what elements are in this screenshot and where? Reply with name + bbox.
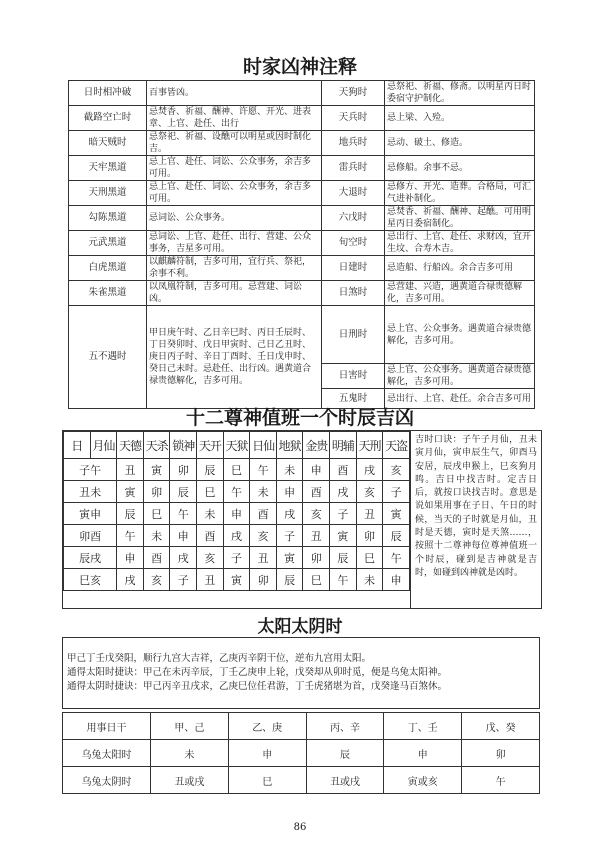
hour-cell: 巳 (228, 767, 306, 794)
table-header-row (63, 713, 540, 740)
twelve-deities-table (63, 431, 410, 591)
column-header: 丁、壬 (384, 713, 462, 740)
table-row (64, 547, 410, 569)
table-row (64, 459, 410, 481)
hour-branch-cell: 酉 (143, 547, 170, 569)
hour-branch-cell: 丑 (303, 525, 330, 547)
table-header-row (64, 432, 410, 459)
hour-branch-cell: 午 (330, 569, 357, 591)
column-header: 丙、辛 (306, 713, 384, 740)
hour-cell: 丑或戌 (306, 767, 384, 794)
spirit-description: 忌造船、行船凶。余合吉多可用 (385, 256, 535, 281)
hour-cell: 辰 (306, 740, 384, 767)
spirit-description: 忌祭祀、祈福、修斋。以明星丙日时委宿守护制化。 (385, 81, 535, 106)
hour-branch-cell: 寅 (117, 481, 144, 503)
spirit-description: 忌动、破土、修造。 (385, 131, 535, 156)
hour-branch-cell: 巳 (197, 481, 224, 503)
hour-branch-cell: 午 (223, 481, 250, 503)
spirit-description: 忌出行、上官、赴任。余合吉多可用 (385, 389, 535, 409)
section-title-fierce-spirits: 时家凶神注释 (242, 56, 357, 78)
spirit-description: 忌祭祀、祈福、设醮可以明星或因时制化吉。 (147, 131, 322, 156)
spirit-description: 忌修船。余事不忌。 (385, 156, 535, 181)
spirit-description: 忌上官、赴任、词讼、公众事务，余吉多可用。 (147, 156, 322, 181)
hour-branch-cell: 辰 (383, 525, 410, 547)
hour-cell: 寅或亥 (384, 767, 462, 794)
sun-verse-line: 甲己丁壬戊癸阳，顺行九宫大吉祥，乙庚丙辛阴干位，逆布九宫用太阳。 (67, 653, 372, 664)
hour-branch-cell: 辰 (170, 481, 197, 503)
spirit-description: 百事皆凶。 (147, 81, 322, 106)
column-header: 天狱 (223, 432, 250, 459)
hour-branch-cell: 亥 (143, 569, 170, 591)
section-title-twelve-deities: 十二尊神值班一个时辰吉凶 (185, 407, 414, 429)
spirit-description: 忌出行、上官、赴任、求财凶，宜开生坟、合寿木吉。 (385, 231, 535, 256)
table-row (69, 156, 535, 181)
table-row (69, 306, 535, 364)
day-branch-cell: 丑未 (64, 481, 117, 503)
mnemonic-body: 子午子月仙，丑未寅月仙，寅申辰生气，卯酉马安居，辰戌申猴上，巳亥狗月鸣。吉日中找吉时。定吉日后，就按口诀找吉时。意思是说如果用事在子日、午日的时候，当天的子时就是月仙，丑时是天德，寅时是天煞……，按照十二尊神每位尊神值班一个时辰，碰到是吉神就是吉时，如碰到凶神就是凶时。 (415, 435, 537, 578)
hour-branch-cell: 午 (383, 547, 410, 569)
hour-branch-cell: 子 (383, 481, 410, 503)
spirit-description: 忌修方、开光、造葬。合格局，可汇气进补制化。 (385, 181, 535, 206)
table-row (64, 569, 410, 591)
sun-moon-hour-table (62, 712, 540, 794)
column-header: 天开 (197, 432, 224, 459)
table-row (69, 106, 535, 131)
spirit-name: 朱雀黑道 (69, 281, 147, 306)
hour-branch-cell: 酉 (330, 459, 357, 481)
hour-branch-cell: 申 (223, 503, 250, 525)
hour-branch-cell: 申 (383, 569, 410, 591)
hour-branch-cell: 寅 (276, 547, 303, 569)
day-branch-cell: 巳亥 (64, 569, 117, 591)
spirit-name: 日建时 (322, 256, 385, 281)
hour-branch-cell: 卯 (250, 569, 277, 591)
hour-branch-cell: 亥 (197, 547, 224, 569)
hour-branch-cell: 午 (170, 503, 197, 525)
hour-branch-cell: 未 (143, 525, 170, 547)
hour-branch-cell: 申 (276, 481, 303, 503)
hour-branch-cell: 卯 (170, 459, 197, 481)
hour-cell: 申 (384, 740, 462, 767)
spirit-description: 忌焚香、祈福、酬神、许愿、开光、进表章、上官、赴任、出行 (147, 106, 322, 131)
hour-branch-cell: 未 (276, 459, 303, 481)
hour-branch-cell: 辰 (197, 459, 224, 481)
hour-branch-cell: 酉 (303, 481, 330, 503)
hour-cell: 未 (151, 740, 229, 767)
column-header: 明辅 (330, 432, 357, 459)
hour-branch-cell: 戌 (223, 525, 250, 547)
spirit-description: 忌词讼、上官、赴任、出行、营建、公众事务，吉星多可用。 (147, 231, 322, 256)
column-header: 地狱 (276, 432, 303, 459)
spirit-description: 忌焚香、祈福、酬神、起醮。可用明星丙日委宿制化。 (385, 206, 535, 231)
hour-branch-cell: 寅 (383, 503, 410, 525)
hour-branch-cell: 未 (356, 569, 383, 591)
table-row (64, 481, 410, 503)
column-header: 戊、癸 (462, 713, 540, 740)
spirit-name: 暗天贼时 (69, 131, 147, 156)
hour-branch-cell: 巳 (223, 459, 250, 481)
spirit-name: 大退时 (322, 181, 385, 206)
table-row (69, 256, 535, 281)
column-header: 金贵 (303, 432, 330, 459)
column-header: 天刑 (356, 432, 383, 459)
hour-branch-cell: 寅 (223, 569, 250, 591)
hour-branch-cell: 未 (250, 481, 277, 503)
spirit-description: 以麒麟符制，吉多可用，宜行兵、祭祀，余事不利。 (147, 256, 322, 281)
column-header: 乙、庚 (228, 713, 306, 740)
column-header: 月仙 (90, 432, 117, 459)
day-branch-cell: 子午 (64, 459, 117, 481)
day-branch-cell: 辰戌 (64, 547, 117, 569)
fierce-spirits-table (68, 80, 535, 409)
table-row (69, 181, 535, 206)
hour-branch-cell: 申 (303, 459, 330, 481)
column-header: 用事日干 (63, 713, 151, 740)
spirit-description: 忌上官、公众事务。遇黄道合禄贵德解化，吉多可用。 (385, 364, 535, 389)
spirit-description: 忌词讼、公众事务。 (147, 206, 322, 231)
spirit-description: 忌上官、公众事务。遇黄道合禄贵德解化，吉多可用。 (385, 306, 535, 364)
table-row (69, 131, 535, 156)
sun-moon-verse-box (62, 637, 540, 709)
spirit-name: 截路空亡时 (69, 106, 147, 131)
spirit-name: 雷兵时 (322, 156, 385, 181)
hour-branch-cell: 丑 (197, 569, 224, 591)
table-row (69, 81, 535, 106)
hour-branch-cell: 巳 (143, 503, 170, 525)
spirit-name: 六戊时 (322, 206, 385, 231)
hour-branch-cell: 寅 (330, 525, 357, 547)
spirit-name: 天刑黑道 (69, 181, 147, 206)
hour-branch-cell: 戌 (330, 481, 357, 503)
spirit-name: 日煞时 (322, 281, 385, 306)
row-label: 乌兔太阴时 (63, 767, 151, 794)
spirit-description: 忌营建、兴造，遇黄道合禄贵德解化，吉多可用。 (385, 281, 535, 306)
hour-branch-cell: 辰 (117, 503, 144, 525)
hour-branch-cell: 卯 (356, 525, 383, 547)
hour-branch-cell: 亥 (356, 481, 383, 503)
table-row (63, 767, 540, 794)
row-label: 乌兔太阳时 (63, 740, 151, 767)
column-header: 天杀 (143, 432, 170, 459)
hour-branch-cell: 丑 (356, 503, 383, 525)
page-number: 86 (293, 822, 307, 833)
spirit-name: 白虎黑道 (69, 256, 147, 281)
spirit-name: 勾陈黑道 (69, 206, 147, 231)
sun-verse-line: 通得太阴时捷诀：甲己丙辛丑戌求，乙庚巳位任君游，丁壬虎猪堪为首，戊癸逢马百煞休。 (67, 681, 448, 692)
hour-branch-cell: 子 (276, 525, 303, 547)
hour-branch-cell: 亥 (250, 525, 277, 547)
spirit-description: 忌上官、赴任、词讼、公众事务，余吉多可用。 (147, 181, 322, 206)
day-branch-cell: 寅申 (64, 503, 117, 525)
section-title-sun-moon: 太阳太阴时 (257, 617, 343, 637)
hour-branch-cell: 卯 (303, 547, 330, 569)
spirit-description: 以凤凰符制，吉多可用。忌营建、词讼凶。 (147, 281, 322, 306)
hour-branch-cell: 午 (117, 525, 144, 547)
auspicious-hour-mnemonic (410, 431, 540, 608)
table-row (69, 206, 535, 231)
column-header: 天盗 (383, 432, 410, 459)
hour-branch-cell: 寅 (143, 459, 170, 481)
hour-branch-cell: 辰 (276, 569, 303, 591)
hour-branch-cell: 子 (223, 547, 250, 569)
hour-branch-cell: 酉 (250, 503, 277, 525)
column-header: 天德 (117, 432, 144, 459)
hour-cell: 午 (462, 767, 540, 794)
spirit-name: 旬空时 (322, 231, 385, 256)
spirit-name: 五鬼时 (322, 389, 385, 409)
spirit-name: 天兵时 (322, 106, 385, 131)
hour-branch-cell: 戌 (170, 547, 197, 569)
spirit-name: 日时相冲破 (69, 81, 147, 106)
hour-branch-cell: 戌 (117, 569, 144, 591)
hour-branch-cell: 未 (197, 503, 224, 525)
hour-cell: 卯 (462, 740, 540, 767)
hour-cell: 申 (228, 740, 306, 767)
hour-branch-cell: 丑 (117, 459, 144, 481)
spirit-name: 五不遇时 (69, 306, 147, 409)
column-header: 锁神 (170, 432, 197, 459)
spirit-name: 地兵时 (322, 131, 385, 156)
hour-branch-cell: 子 (170, 569, 197, 591)
table-row (64, 503, 410, 525)
spirit-name: 日害时 (322, 364, 385, 389)
hour-branch-cell: 申 (170, 525, 197, 547)
spirit-name: 天狗时 (322, 81, 385, 106)
spirit-name: 元武黑道 (69, 231, 147, 256)
column-header: 甲、己 (151, 713, 229, 740)
table-row (63, 740, 540, 767)
spirit-name: 日刑时 (322, 306, 385, 364)
hour-branch-cell: 亥 (303, 503, 330, 525)
hour-branch-cell: 巳 (303, 569, 330, 591)
column-header: 日仙 (250, 432, 277, 459)
twelve-deities-panel (62, 430, 542, 609)
hour-branch-cell: 丑 (250, 547, 277, 569)
table-row (64, 525, 410, 547)
hour-branch-cell: 午 (250, 459, 277, 481)
hour-branch-cell: 子 (330, 503, 357, 525)
table-row (69, 231, 535, 256)
hour-branch-cell: 戌 (356, 459, 383, 481)
spirit-description: 忌上梁、入殓。 (385, 106, 535, 131)
hour-cell: 丑或戌 (151, 767, 229, 794)
spirit-name: 天牢黑道 (69, 156, 147, 181)
hour-branch-cell: 卯 (143, 481, 170, 503)
hour-branch-cell: 酉 (197, 525, 224, 547)
spirit-description: 甲日庚午时、乙日辛巳时、丙日壬辰时、丁日癸卯时、戊日甲寅时、己日乙丑时、庚日丙子时、辛日丁酉时、壬日戊申时、癸日己未时。忌赴任、出行凶。遇黄道合禄贵德解化，吉多可用。 (147, 306, 322, 409)
hour-branch-cell: 戌 (276, 503, 303, 525)
hour-branch-cell: 申 (117, 547, 144, 569)
hour-branch-cell: 辰 (330, 547, 357, 569)
mnemonic-title: 吉时口诀： (415, 435, 463, 445)
column-header: 日 (64, 432, 91, 459)
table-row (69, 281, 535, 306)
day-branch-cell: 卯酉 (64, 525, 117, 547)
sun-verse-line: 通得太阳时捷诀：甲己在未丙辛辰，丁壬乙庚申上轮，戊癸却从卯时觅，便是乌兔太阳神。 (67, 667, 448, 678)
hour-branch-cell: 巳 (356, 547, 383, 569)
hour-branch-cell: 亥 (383, 459, 410, 481)
